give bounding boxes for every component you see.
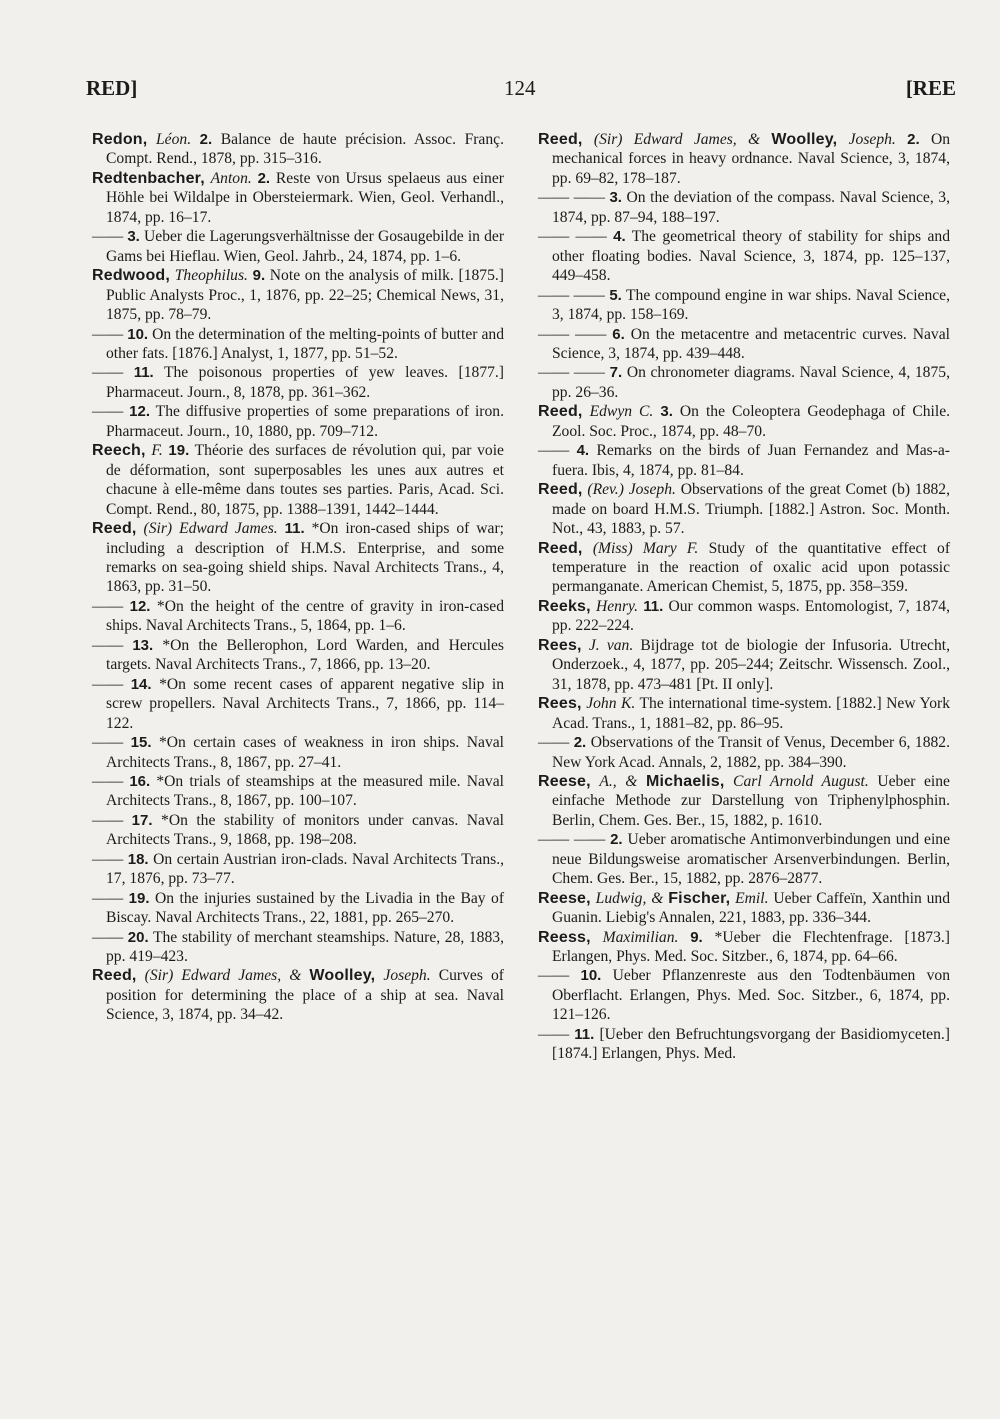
entry-author: Redtenbacher, bbox=[92, 169, 205, 187]
entry-title: Reste von Ursus spelaeus aus einer Höhle bei Wildalpe in Obersteiermark. Wien, Geol. Verhandl., 1874, pp. 16–17. bbox=[106, 169, 504, 226]
entry-number: 2. bbox=[199, 131, 213, 148]
entry-author-given: A., & bbox=[599, 772, 638, 790]
right-column bbox=[538, 130, 950, 1064]
entry-author-given: Theophilus. bbox=[174, 267, 248, 285]
entry-author: —— —— bbox=[538, 831, 606, 849]
catalogue-entry bbox=[538, 188, 950, 227]
entry-author: —— bbox=[92, 403, 124, 421]
entry-number: 11. bbox=[284, 520, 305, 538]
entry-author-given: Henry. bbox=[596, 597, 639, 615]
entry-author: Reed, bbox=[92, 520, 137, 538]
entry-coauthor: Michaelis, bbox=[645, 772, 725, 790]
catalogue-entry bbox=[538, 1025, 950, 1064]
entry-author: —— bbox=[92, 597, 124, 615]
entry-title: *On the Bellerophon, Lord Warden, and Hercules targets. Naval Architects Trans., 7, 1866, pp. 13–20. bbox=[106, 636, 504, 674]
entry-author-given: (Rev.) Joseph. bbox=[587, 481, 676, 499]
entry-number: 13. bbox=[132, 636, 154, 654]
entry-author: —— —— bbox=[538, 228, 607, 246]
entry-title: The geometrical theory of stability for ships and other floating bodies. Naval Science, 3, 1874, pp. 125–137, 449–458. bbox=[552, 228, 950, 285]
entry-author: —— bbox=[92, 325, 124, 343]
entry-author: Reed, bbox=[538, 539, 583, 557]
entry-author-given: Maximilian. bbox=[602, 928, 679, 946]
entry-number: 10. bbox=[127, 325, 149, 343]
entry-author-given: John K. bbox=[586, 695, 636, 713]
entry-coauthor-given: Joseph. bbox=[383, 967, 431, 985]
entry-number: 3. bbox=[609, 189, 622, 207]
entry-number: 19. bbox=[168, 442, 190, 460]
entry-number: 12. bbox=[129, 403, 150, 421]
catalogue-entry bbox=[538, 889, 950, 928]
catalogue-entry bbox=[538, 694, 950, 733]
running-header bbox=[86, 76, 956, 112]
entry-title: The compound engine in war ships. Naval Science, 3, 1874, pp. 158–169. bbox=[552, 286, 950, 324]
catalogue-entry bbox=[92, 363, 504, 402]
entry-number: 18. bbox=[127, 850, 149, 868]
entry-author: Rees, bbox=[538, 636, 582, 654]
entry-title: On chronometer diagrams. Naval Science, 4, 1875, pp. 26–36. bbox=[552, 364, 950, 401]
entry-title: On certain Austrian iron-clads. Naval Architects Trans., 17, 1876, pp. 73–77. bbox=[106, 850, 504, 888]
entry-number: 10. bbox=[580, 967, 602, 985]
entry-coauthor: Woolley, bbox=[309, 967, 376, 985]
entry-number: 9. bbox=[690, 928, 703, 946]
entry-title: The international time-system. [1882.] New York Acad. Trans., 1, 1881–82, pp. 86–95. bbox=[552, 695, 950, 732]
entry-title: *On the height of the centre of gravity in iron-cased ships. Naval Architects Trans., 5, 1864, pp. 1–6. bbox=[106, 597, 505, 635]
catalogue-entry bbox=[92, 169, 504, 227]
catalogue-entry bbox=[92, 733, 504, 772]
catalogue-entry bbox=[92, 850, 504, 889]
catalogue-entry bbox=[538, 227, 950, 285]
entry-title: *On some recent cases of apparent negative slip in screw propellers. Naval Architects Trans., 7, 1866, pp. 114–122. bbox=[106, 675, 505, 732]
entry-author: —— bbox=[92, 228, 124, 246]
entry-author: —— bbox=[92, 364, 124, 382]
entry-author: Redon, bbox=[92, 131, 148, 148]
entry-author: —— bbox=[92, 772, 124, 790]
entry-author: —— bbox=[538, 1025, 570, 1043]
entry-title: Study of the quantitative effect of temperature in the reaction of oxalic acid upon potassic permanganate. American Chemist, 5, 1875, pp. 358–359. bbox=[552, 539, 951, 596]
entry-title: On the injuries sustained by the Livadia in the Bay of Biscay. Naval Architects Trans., 22, 1881, pp. 265–270. bbox=[106, 889, 505, 927]
entry-title: Ueber eine einfache Methode zur Darstellung von Triphenylphosphin. Berlin, Chem. Ges. Ber., 15, 1882, p. 1610. bbox=[552, 772, 950, 829]
entry-author: Reeks, bbox=[538, 597, 591, 615]
entry-author: Reed, bbox=[538, 481, 583, 499]
entry-author: Reed, bbox=[538, 131, 583, 148]
entry-number: 2. bbox=[257, 169, 271, 187]
catalogue-entry bbox=[92, 441, 504, 519]
entry-author: Reese, bbox=[538, 772, 591, 790]
entry-author: —— bbox=[92, 734, 124, 752]
entry-title: Ueber aromatische Antimonverbindungen und eine neue Bildungsweise aromatischer Arsenverbindungen. Berlin, Chem. Ges. Ber., 15, 1882, pp. 2876–2877. bbox=[552, 831, 950, 888]
entry-title: Ueber Caffeïn, Xanthin und Guanin. Liebig's Annalen, 221, 1883, pp. 336–344. bbox=[552, 889, 951, 927]
entry-author: —— bbox=[538, 442, 570, 460]
entry-number: 3. bbox=[660, 403, 673, 421]
catalogue-entry bbox=[538, 772, 950, 830]
entry-title: On the determination of the melting-points of butter and other fats. [1876.] Analyst, 1, 1877, pp. 51–52. bbox=[106, 325, 505, 362]
entry-title: On the Coleoptera Geodephaga of Chile. Zool. Soc. Proc., 1874, pp. 48–70. bbox=[552, 403, 951, 440]
entry-author: —— bbox=[538, 967, 570, 985]
entry-author-given: (Sir) Edward James, & bbox=[144, 967, 302, 985]
entry-number: 2. bbox=[907, 131, 920, 148]
entry-author: —— bbox=[92, 850, 124, 868]
entry-title: The poisonous properties of yew leaves. [1877.] Pharmaceut. Journ., 8, 1878, pp. 361–362. bbox=[106, 364, 505, 401]
entry-number: 19. bbox=[128, 889, 150, 907]
entry-author: —— bbox=[92, 675, 124, 693]
entry-author: Reech, bbox=[92, 442, 146, 460]
entry-number: 2. bbox=[573, 734, 587, 752]
entry-coauthor: Woolley, bbox=[771, 131, 838, 148]
entry-title: Note on the analysis of milk. [1875.] Public Analysts Proc., 1, 1876, pp. 22–25; Chemical News, 31, 1875, pp. 78–79. bbox=[106, 267, 504, 324]
entry-number: 6. bbox=[612, 325, 625, 343]
entry-author: Reed, bbox=[92, 967, 137, 985]
catalogue-entry bbox=[538, 325, 950, 364]
catalogue-entry bbox=[92, 402, 504, 441]
entry-number: 11. bbox=[643, 597, 664, 615]
entry-coauthor-given: Carl Arnold August. bbox=[733, 772, 869, 790]
entry-author: —— —— bbox=[538, 325, 607, 343]
catalogue-entry bbox=[92, 227, 504, 266]
entry-number: 14. bbox=[130, 675, 152, 693]
entry-number: 15. bbox=[130, 734, 152, 752]
catalogue-entry bbox=[538, 928, 950, 967]
entry-title: *On iron-cased ships of war; including a description of H.M.S. Enterprise, and some remarks on sea-going shield ships. Naval Architects Trans., 4, 1863, pp. 31–50. bbox=[106, 520, 504, 596]
catalogue-entry bbox=[538, 480, 950, 538]
entry-author: —— bbox=[538, 734, 570, 752]
entry-number: 2. bbox=[610, 831, 623, 849]
catalogue-entry bbox=[538, 402, 950, 441]
catalogue-entry bbox=[538, 286, 950, 325]
entry-author-given: (Sir) Edward James. bbox=[143, 520, 278, 538]
entry-number: 3. bbox=[127, 228, 140, 246]
entry-author: Rees, bbox=[538, 695, 582, 713]
entry-author-given: J. van. bbox=[588, 636, 634, 654]
entry-title: On the deviation of the compass. Naval Science, 3, 1874, pp. 87–94, 188–197. bbox=[552, 189, 950, 226]
catalogue-entry bbox=[538, 636, 950, 694]
catalogue-entry bbox=[92, 811, 504, 850]
entry-number: 11. bbox=[574, 1025, 595, 1043]
entry-title: *On the stability of monitors under canvas. Naval Architects Trans., 9, 1868, pp. 198–208. bbox=[106, 811, 504, 849]
entry-author-given: (Sir) Edward James, & bbox=[593, 131, 761, 148]
catalogue-entry bbox=[538, 733, 950, 772]
entry-author-given: Léon. bbox=[156, 131, 192, 148]
entry-title: *On certain cases of weakness in iron ships. Naval Architects Trans., 8, 1867, pp. 27–41. bbox=[106, 734, 504, 771]
catalogue-entry bbox=[92, 636, 504, 675]
entry-author-given: Ludwig, & bbox=[595, 889, 664, 907]
header-range-end: [REE bbox=[905, 76, 956, 100]
catalogue-entry bbox=[538, 597, 950, 636]
entry-number: 4. bbox=[613, 228, 626, 246]
entry-author: Reese, bbox=[538, 889, 591, 907]
catalogue-entry bbox=[92, 130, 504, 169]
catalogue-entry bbox=[92, 597, 504, 636]
catalogue-entry bbox=[92, 266, 504, 324]
entry-author-given: (Miss) Mary F. bbox=[592, 539, 699, 557]
header-range-start: RED] bbox=[86, 76, 138, 100]
catalogue-entry bbox=[92, 966, 504, 1024]
entry-author: —— —— bbox=[538, 286, 605, 304]
entry-number: 7. bbox=[609, 364, 623, 382]
entry-number: 5. bbox=[609, 286, 622, 304]
entry-coauthor: Fischer, bbox=[668, 889, 731, 907]
catalogue-entry bbox=[538, 441, 950, 480]
catalogue-entry bbox=[92, 889, 504, 928]
entry-title: Curves of position for determining the place of a ship at sea. Naval Science, 3, 1874, pp. 34–42. bbox=[106, 967, 504, 1024]
entry-number: 4. bbox=[576, 442, 590, 460]
entry-author: —— —— bbox=[538, 189, 605, 207]
entry-title: [Ueber den Befruchtungsvorgang der Basidiomyceten.] [1874.] Erlangen, Phys. Med. bbox=[552, 1025, 950, 1063]
entry-title: *On trials of steamships at the measured mile. Naval Architects Trans., 8, 1867, pp. 100–107. bbox=[106, 772, 504, 810]
entry-author: Redwood, bbox=[92, 267, 171, 285]
catalogue-entry bbox=[538, 539, 950, 597]
entry-title: Ueber die Lagerungsverhältnisse der Gosaugebilde in der Gams bei Hieflau. Wien, Geol. Jahrb., 24, 1874, pp. 1–6. bbox=[106, 228, 505, 265]
entry-author: Reess, bbox=[538, 928, 591, 946]
entry-title: On the metacentre and metacentric curves. Naval Science, 3, 1874, pp. 439–448. bbox=[552, 325, 950, 362]
page-number: 124 bbox=[504, 76, 536, 100]
entry-title: Our common wasps. Entomologist, 7, 1874, pp. 222–224. bbox=[552, 597, 950, 635]
entry-number: 20. bbox=[127, 928, 149, 946]
entry-title: Ueber Pflanzenreste aus den Todtenbäumen von Oberflacht. Erlangen, Phys. Med. Soc. Sitzber., 6, 1874, pp. 121–126. bbox=[552, 967, 951, 1024]
entry-title: Balance de haute précision. Assoc. Franç. Compt. Rend., 1878, pp. 315–316. bbox=[106, 131, 504, 168]
entry-author-given: Edwyn C. bbox=[589, 403, 654, 421]
entry-author: —— bbox=[92, 636, 124, 654]
catalogue-entry bbox=[538, 363, 950, 402]
entry-number: 16. bbox=[129, 772, 151, 790]
entry-title: Observations of the Transit of Venus, December 6, 1882. New York Acad. Annals, 2, 1882, pp. 384–390. bbox=[552, 734, 951, 771]
entry-author: —— bbox=[92, 811, 124, 829]
entry-author-given: F. bbox=[151, 442, 163, 460]
catalogue-entry bbox=[92, 675, 504, 733]
entry-author: Reed, bbox=[538, 403, 583, 421]
entry-number: 9. bbox=[252, 267, 266, 285]
entry-coauthor-given: Emil. bbox=[735, 889, 769, 907]
catalogue-entry bbox=[538, 966, 950, 1024]
entry-title: The diffusive properties of some preparations of iron. Pharmaceut. Journ., 10, 1880, pp. 709–712. bbox=[106, 403, 504, 440]
entry-title: *Ueber die Flechtenfrage. [1873.] Erlangen, Phys. Med. Soc. Sitzber., 6, 1874, pp. 64–66. bbox=[552, 928, 950, 966]
entry-number: 11. bbox=[133, 364, 154, 382]
entry-author: —— bbox=[92, 928, 124, 946]
entry-title: Bijdrage tot de biologie der Infusoria. Utrecht, Onderzoek., 4, 1877, pp. 205–244; Zeitschr. Wissensch. Zool., 31, 1878, pp. 473–481 [Pt. II only]. bbox=[552, 636, 951, 693]
catalogue-entry bbox=[538, 130, 950, 188]
entry-title: The stability of merchant steamships. Nature, 28, 1883, pp. 419–423. bbox=[106, 928, 504, 966]
entry-title: Observations of the great Comet (b) 1882, made on board H.M.S. Triumph. [1882.] Astron. Soc. Month. Not., 43, 1883, p. 57. bbox=[552, 481, 951, 538]
catalogue-entry bbox=[92, 325, 504, 364]
left-column bbox=[92, 130, 504, 1025]
catalogue-entry bbox=[538, 830, 950, 888]
entry-title: Théorie des surfaces de révolution qui, par voie de déformation, sont superposables les unes aux autres et chacune à elle-même dans toutes ses parties. Paris, Acad. Sci. Compt. Rend., 80, 1875, pp. 1388–1391, 1442–1444. bbox=[106, 442, 504, 518]
entry-title: On mechanical forces in heavy ordnance. Naval Science, 3, 1874, pp. 69–82, 178–187. bbox=[552, 131, 950, 187]
entry-number: 12. bbox=[129, 597, 151, 615]
entry-coauthor-given: Joseph. bbox=[848, 131, 896, 148]
entry-title: Remarks on the birds of Juan Fernandez and Mas-a-fuera. Ibis, 4, 1874, pp. 81–84. bbox=[552, 442, 950, 479]
catalogue-entry bbox=[92, 772, 504, 811]
entry-author: —— bbox=[92, 889, 124, 907]
entry-author: —— —— bbox=[538, 364, 606, 382]
entry-number: 17. bbox=[131, 811, 153, 829]
entry-author-given: Anton. bbox=[210, 169, 252, 187]
catalogue-entry bbox=[92, 519, 504, 597]
catalogue-entry bbox=[92, 928, 504, 967]
